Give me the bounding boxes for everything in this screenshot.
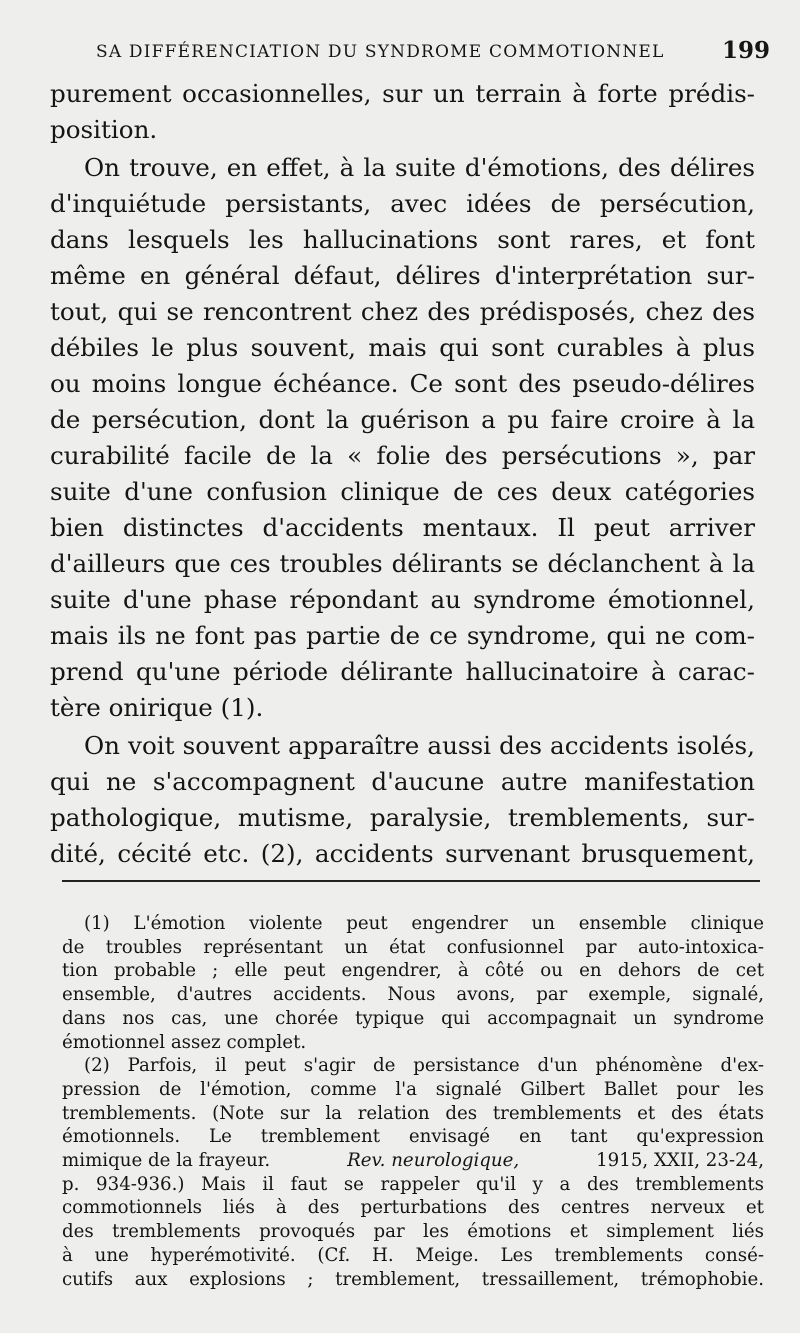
text-line: d'ailleurs que ces troubles délirants se déclanchent à la bbox=[50, 549, 755, 578]
running-title: SA DIFFÉRENCIATION DU SYNDROME COMMOTIONNEL bbox=[96, 42, 665, 62]
footnote-line: ensemble, d'autres accidents. Nous avons, par exemple, signalé, bbox=[62, 984, 764, 1006]
footnote-line: cutifs aux explosions ; tremblement, tressaillement, trémophobie. bbox=[62, 1268, 764, 1290]
journal-title: Rev. neurologique, bbox=[347, 1150, 520, 1172]
footnote-line: p. 934-936.) Mais il faut se rappeler qu'il y a des tremblements bbox=[62, 1173, 764, 1195]
text-line: même en général défaut, délires d'interprétation sur- bbox=[50, 261, 755, 290]
text-line: suite d'une phase répondant au syndrome émotionnel, bbox=[50, 585, 755, 614]
footnote-line: commotionnels liés à des perturbations des centres nerveux et bbox=[62, 1197, 764, 1219]
text-line: tère onirique (1). bbox=[50, 693, 264, 722]
text-line: purement occasionnelles, sur un terrain à forte prédis- bbox=[50, 79, 755, 108]
text-line: position. bbox=[50, 115, 158, 144]
text-line: bien distinctes d'accidents mentaux. Il peut arriver bbox=[50, 513, 755, 542]
text-line: On trouve, en effet, à la suite d'émotions, des délires bbox=[84, 153, 755, 182]
journal-reference: 1915, XXII, 23-24, bbox=[596, 1150, 764, 1172]
footnote-line: tion probable ; elle peut engendrer, à côté ou en dehors de cet bbox=[62, 960, 764, 982]
text-line: tout, qui se rencontrent chez des prédisposés, chez des bbox=[50, 297, 755, 326]
footnote-line: émotionnels. Le tremblement envisagé en tant qu'expression bbox=[62, 1126, 764, 1148]
page-number: 199 bbox=[721, 37, 770, 64]
footnotes bbox=[62, 912, 764, 1291]
text-line: suite d'une confusion clinique de ces deux catégories bbox=[50, 477, 755, 506]
footnote-line: dans nos cas, une chorée typique qui accompagnait un syndrome bbox=[62, 1007, 764, 1029]
text-line: dité, cécité etc. (2), accidents survenant brusquement, bbox=[50, 839, 755, 868]
text-line: d'inquiétude persistants, avec idées de persécution, bbox=[50, 189, 755, 218]
footnote-line: pression de l'émotion, comme l'a signalé Gilbert Ballet pour les bbox=[62, 1078, 764, 1100]
text-line: qui ne s'accompagnent d'aucune autre manifestation bbox=[50, 767, 755, 796]
text-line: débiles le plus souvent, mais qui sont curables à plus bbox=[50, 333, 755, 362]
footnote-line-part: mimique de la frayeur. bbox=[62, 1150, 271, 1172]
footnote-line: émotionnel assez complet. bbox=[62, 1031, 307, 1053]
footnote-divider bbox=[62, 880, 760, 882]
footnote-line: tremblements. (Note sur la relation des tremblements et des états bbox=[62, 1102, 764, 1124]
text-line: pathologique, mutisme, paralysie, tremblements, sur- bbox=[50, 803, 755, 832]
footnote-line: à une hyperémotivité. (Cf. H. Meige. Les tremblements consé- bbox=[62, 1244, 764, 1266]
body-text bbox=[50, 76, 755, 872]
text-line: ou moins longue échéance. Ce sont des pseudo-délires bbox=[50, 369, 755, 398]
footnote-line: de troubles représentant un état confusionnel par auto-intoxica- bbox=[62, 936, 764, 958]
footnote-line: des tremblements provoqués par les émotions et simplement liés bbox=[62, 1221, 764, 1243]
text-line: prend qu'une période délirante hallucinatoire à carac- bbox=[50, 657, 755, 686]
footnote-line: (1) L'émotion violente peut engendrer un ensemble clinique bbox=[84, 913, 764, 934]
footnote-line: (2) Parfois, il peut s'agir de persistance d'un phénomène d'ex- bbox=[84, 1055, 764, 1077]
text-line: curabilité facile de la « folie des persécutions », par bbox=[50, 441, 755, 470]
text-line: On voit souvent apparaître aussi des accidents isolés, bbox=[84, 731, 755, 760]
footnote-line-with-citation bbox=[62, 1149, 764, 1173]
text-line: dans lesquels les hallucinations sont rares, et font bbox=[50, 225, 755, 254]
text-line: mais ils ne font pas partie de ce syndrome, qui ne com- bbox=[50, 621, 755, 650]
text-line: de persécution, dont la guérison a pu faire croire à la bbox=[50, 405, 755, 434]
